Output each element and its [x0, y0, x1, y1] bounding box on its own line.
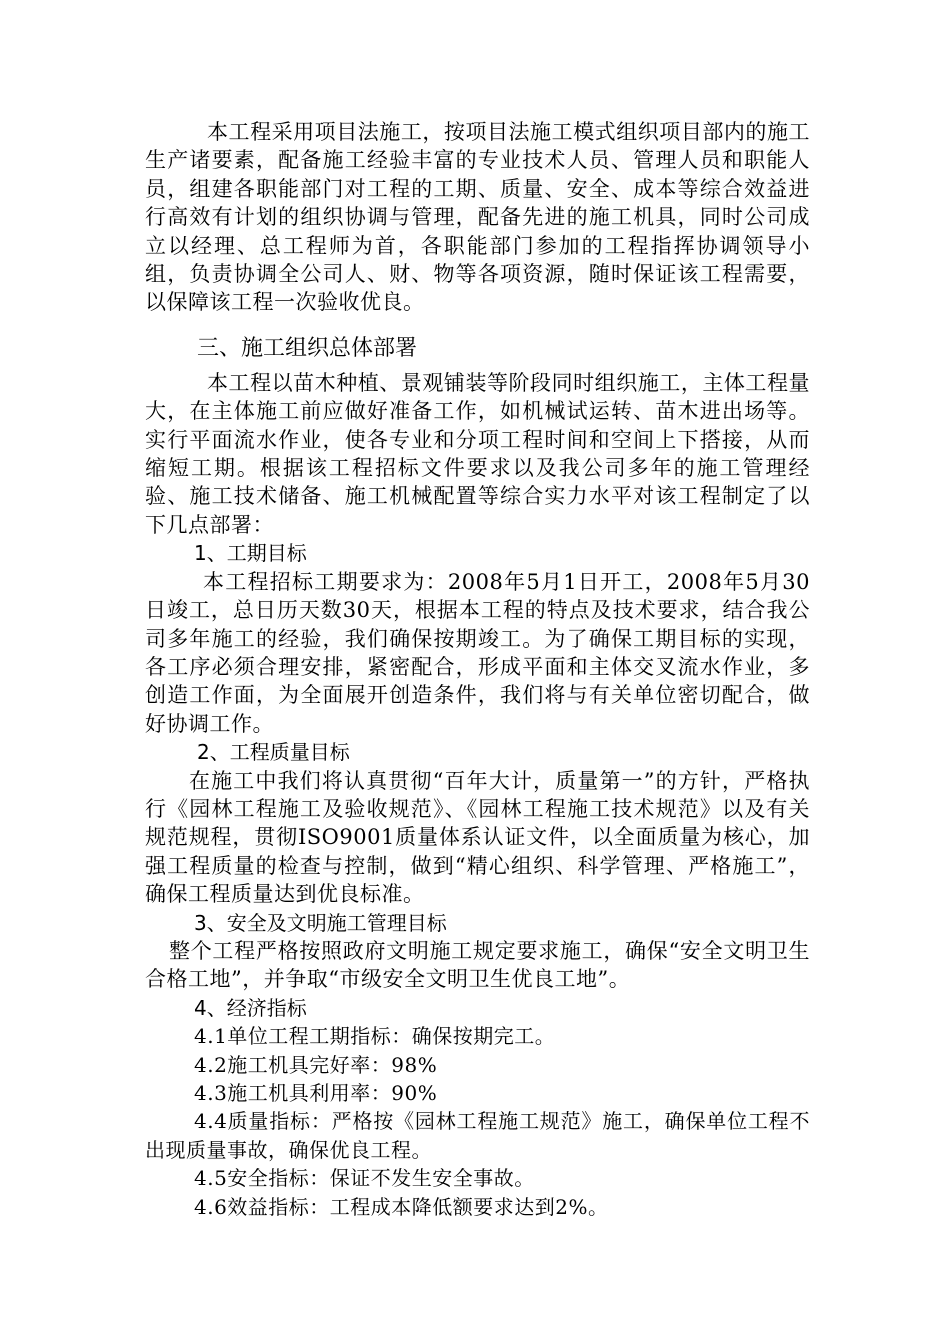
- subsection-title-quality: 2、工程质量目标: [197, 740, 350, 765]
- subsection-title-schedule: 1、工期目标: [194, 541, 307, 566]
- subsection-body-quality: 在施工中我们将认真贯彻“百年大计，质量第一”的方针，严格执行《园林工程施工及验收规范》、《园林工程施工技术规范》以及有关规范规程，贯彻ISO9001质量体系认证文件，以全面质量为核心，加强工程质量的检查与控制，做到“精心组织、科学管理、严格施工”，确保工程质量达到优良标准。: [145, 768, 810, 907]
- document-body: [145, 118, 810, 1221]
- subsection-title-safety: 3、安全及文明施工管理目标: [194, 910, 447, 935]
- economic-item: 4.2施工机具完好率：98%: [194, 1052, 438, 1077]
- section-title: 三、施工组织总体部署: [197, 335, 418, 361]
- economic-item: 4.1单位工程工期指标：确保按期完工。: [194, 1024, 556, 1049]
- subsection-body-schedule: 本工程招标工期要求为：2008年5月1日开工，2008年5月30日竣工，总日历天数30天，根据本工程的特点及技术要求，结合我公司多年施工的经验，我们确保按期竣工。为了确保工期目标的实现，各工序必须合理安排，紧密配合，形成平面和主体交叉流水作业，多创造工作面，为全面展开创造条件，我们将与有关单位密切配合，做好协调工作。: [145, 569, 810, 736]
- section-paragraph: 本工程以苗木种植、景观铺装等阶段同时组织施工，主体工程量大，在主体施工前应做好准备工作，如机械试运转、苗木进出场等。实行平面流水作业，使各专业和分项工程时间和空间上下搭接，从而缩短工期。根据该工程招标文件要求以及我公司多年的施工管理经验、施工技术储备、施工机械配置等综合实力水平对该工程制定了以下几点部署：: [145, 370, 810, 537]
- economic-item: 4.3施工机具利用率：90%: [194, 1081, 438, 1105]
- economic-item: 4.4质量指标：严格按《园林工程施工规范》施工，确保单位工程不出现质量事故，确保优良工程。: [145, 1109, 810, 1162]
- economic-item: 4.6效益指标：工程成本降低额要求达到2%。: [194, 1194, 609, 1219]
- subsection-title-economic: 4、经济指标: [194, 995, 307, 1020]
- subsection-body-safety: 整个工程严格按照政府文明施工规定要求施工，确保“安全文明卫生合格工地”，并争取“市级安全文明卫生优良工地”。: [145, 938, 810, 992]
- intro-paragraph: 本工程采用项目法施工，按项目法施工模式组织项目部内的施工生产诸要素，配备施工经验丰富的专业技术人员、管理人员和职能人员，组建各职能部门对工程的工期、质量、安全、成本等综合效益进行高效有计划的组织协调与管理，配备先进的施工机具，同时公司成立以经理、总工程师为首，各职能部门参加的工程指挥协调领导小组，负责协调全公司人、财、物等各项资源，随时保证该工程需要，以保障该工程一次验收优良。: [145, 120, 810, 315]
- economic-item: 4.5安全指标：保证不发生安全事故。: [194, 1166, 535, 1191]
